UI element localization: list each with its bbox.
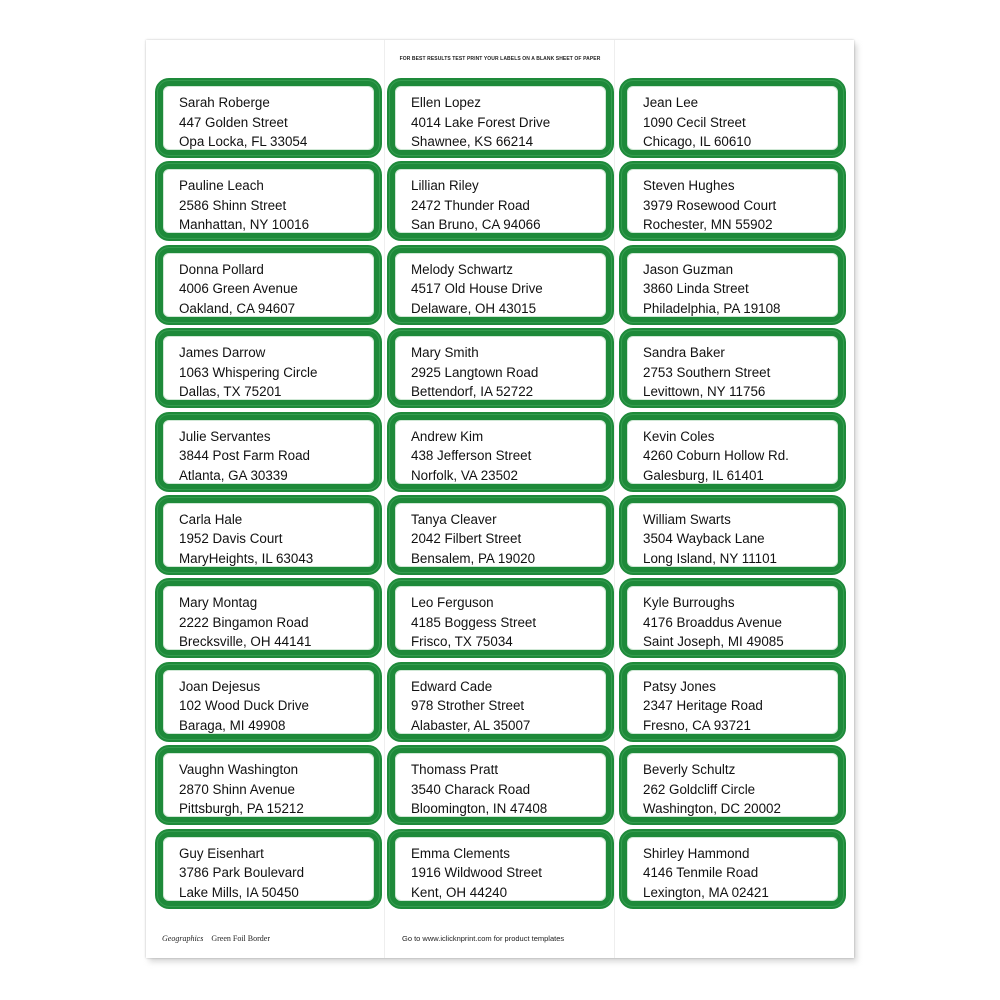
street-address: 4176 Broaddus Avenue [643, 614, 782, 630]
footer-url: Go to www.iclicknprint.com for product templates [402, 934, 565, 943]
recipient-name: Thomass Pratt [411, 762, 499, 778]
recipient-name: Emma Clements [411, 845, 510, 861]
street-address: 438 Jefferson Street [411, 448, 532, 464]
address-label [619, 161, 846, 241]
street-address: 2042 Filbert Street [411, 531, 522, 547]
street-address: 3979 Rosewood Court [643, 197, 777, 213]
city-state-zip: Long Island, NY 11101 [643, 550, 778, 566]
address-label [619, 328, 846, 408]
city-state-zip: Dallas, TX 75201 [179, 384, 282, 400]
recipient-name: Carla Hale [179, 511, 243, 527]
header-note: FOR BEST RESULTS TEST PRINT YOUR LABELS ON A BLANK SHEET OF PAPER [399, 56, 601, 62]
street-address: 1916 Wildwood Street [411, 865, 543, 881]
address-label [619, 829, 846, 909]
address-label [387, 495, 614, 575]
city-state-zip: Delaware, OH 43015 [411, 300, 537, 316]
recipient-name: Jason Guzman [643, 261, 734, 277]
address-label [155, 328, 382, 408]
address-label [387, 578, 614, 658]
recipient-name: Andrew Kim [411, 428, 484, 444]
address-label [619, 745, 846, 825]
address-label [155, 412, 382, 492]
recipient-name: Guy Eisenhart [179, 845, 264, 861]
city-state-zip: Galesburg, IL 61401 [643, 467, 764, 483]
city-state-zip: Chicago, IL 60610 [643, 134, 752, 149]
recipient-name: Lillian Riley [411, 178, 479, 194]
city-state-zip: Bloomington, IN 47408 [411, 801, 548, 817]
city-state-zip: Fresno, CA 93721 [643, 717, 751, 733]
street-address: 3786 Park Boulevard [179, 865, 305, 881]
address-label [155, 662, 382, 742]
street-address: 2472 Thunder Road [411, 197, 530, 213]
recipient-name: Melody Schwartz [411, 261, 513, 277]
city-state-zip: Rochester, MN 55902 [643, 217, 773, 233]
street-address: 4006 Green Avenue [179, 281, 298, 297]
address-label [387, 78, 614, 158]
recipient-name: Jean Lee [643, 95, 699, 110]
address-label [387, 745, 614, 825]
city-state-zip: Bettendorf, IA 52722 [411, 384, 534, 400]
city-state-zip: Philadelphia, PA 19108 [643, 300, 781, 316]
address-label [619, 578, 846, 658]
address-label [619, 78, 846, 158]
address-label [387, 412, 614, 492]
address-label [155, 78, 382, 158]
recipient-name: Vaughn Washington [179, 762, 299, 778]
recipient-name: Sarah Roberge [179, 95, 270, 110]
city-state-zip: Frisco, TX 75034 [411, 634, 513, 650]
city-state-zip: Pittsburgh, PA 15212 [179, 801, 304, 817]
street-address: 2753 Southern Street [643, 364, 771, 380]
city-state-zip: Bensalem, PA 19020 [411, 550, 536, 566]
city-state-zip: Oakland, CA 94607 [179, 300, 296, 316]
recipient-name: Joan Dejesus [179, 678, 261, 694]
recipient-name: Kevin Coles [643, 428, 715, 444]
recipient-name: Mary Smith [411, 345, 479, 361]
street-address: 2870 Shinn Avenue [179, 781, 295, 797]
city-state-zip: Alabaster, AL 35007 [411, 717, 531, 733]
street-address: 2586 Shinn Street [179, 197, 287, 213]
recipient-name: Edward Cade [411, 678, 493, 694]
city-state-zip: MaryHeights, IL 63043 [179, 550, 314, 566]
street-address: 2347 Heritage Road [643, 698, 763, 714]
city-state-zip: Lake Mills, IA 50450 [179, 884, 299, 900]
recipient-name: Tanya Cleaver [411, 511, 497, 527]
street-address: 4260 Coburn Hollow Rd. [643, 448, 789, 464]
street-address: 262 Goldcliff Circle [643, 781, 756, 797]
street-address: 4517 Old House Drive [411, 281, 543, 297]
street-address: 102 Wood Duck Drive [179, 698, 309, 714]
address-label [619, 245, 846, 325]
recipient-name: Mary Montag [179, 595, 258, 611]
street-address: 3844 Post Farm Road [179, 448, 310, 464]
address-label [387, 161, 614, 241]
address-label [387, 662, 614, 742]
address-label [619, 662, 846, 742]
address-label [387, 245, 614, 325]
recipient-name: James Darrow [179, 345, 266, 361]
city-state-zip: Lexington, MA 02421 [643, 884, 769, 900]
street-address: 4185 Boggess Street [411, 614, 537, 630]
address-label [155, 745, 382, 825]
recipient-name: Steven Hughes [643, 178, 735, 194]
address-label [155, 495, 382, 575]
address-label [155, 161, 382, 241]
city-state-zip: Brecksville, OH 44141 [179, 634, 312, 650]
street-address: 978 Strother Street [411, 698, 525, 714]
city-state-zip: Manhattan, NY 10016 [179, 217, 310, 233]
city-state-zip: Washington, DC 20002 [643, 801, 781, 817]
recipient-name: Julie Servantes [179, 428, 271, 444]
recipient-name: Donna Pollard [179, 261, 264, 277]
recipient-name: Pauline Leach [179, 178, 264, 194]
recipient-name: Beverly Schultz [643, 762, 736, 778]
street-address: 1952 Davis Court [179, 531, 283, 547]
street-address: 4146 Tenmile Road [643, 865, 759, 881]
recipient-name: Shirley Hammond [643, 845, 750, 861]
footer-brand [162, 934, 270, 943]
address-label [387, 829, 614, 909]
label-sheet [146, 40, 854, 958]
city-state-zip: Kent, OH 44240 [411, 884, 508, 900]
address-label [619, 412, 846, 492]
address-label [155, 578, 382, 658]
street-address: 3860 Linda Street [643, 281, 749, 297]
recipient-name: William Swarts [643, 511, 731, 527]
city-state-zip: Levittown, NY 11756 [643, 384, 766, 400]
label-grid [155, 78, 845, 909]
city-state-zip: Atlanta, GA 30339 [179, 467, 288, 483]
recipient-name: Ellen Lopez [411, 95, 481, 110]
street-address: 3504 Wayback Lane [643, 531, 765, 547]
product-name: Green Foil Border [211, 934, 270, 943]
city-state-zip: Baraga, MI 49908 [179, 717, 286, 733]
city-state-zip: Opa Locka, FL 33054 [179, 134, 308, 149]
street-address: 447 Golden Street [179, 114, 288, 130]
brand-logo-text: Geographics [162, 934, 204, 943]
city-state-zip: Norfolk, VA 23502 [411, 467, 518, 483]
recipient-name: Patsy Jones [643, 678, 716, 694]
street-address: 4014 Lake Forest Drive [411, 114, 551, 130]
street-address: 2925 Langtown Road [411, 364, 539, 380]
address-label [387, 328, 614, 408]
recipient-name: Kyle Burroughs [643, 595, 735, 611]
address-label [155, 245, 382, 325]
recipient-name: Leo Ferguson [411, 595, 494, 611]
recipient-name: Sandra Baker [643, 345, 725, 361]
address-label [619, 495, 846, 575]
street-address: 3540 Charack Road [411, 781, 531, 797]
address-label [155, 829, 382, 909]
street-address: 2222 Bingamon Road [179, 614, 309, 630]
city-state-zip: Saint Joseph, MI 49085 [643, 634, 784, 650]
city-state-zip: San Bruno, CA 94066 [411, 217, 541, 233]
street-address: 1063 Whispering Circle [179, 364, 318, 380]
city-state-zip: Shawnee, KS 66214 [411, 134, 534, 149]
street-address: 1090 Cecil Street [643, 114, 746, 130]
